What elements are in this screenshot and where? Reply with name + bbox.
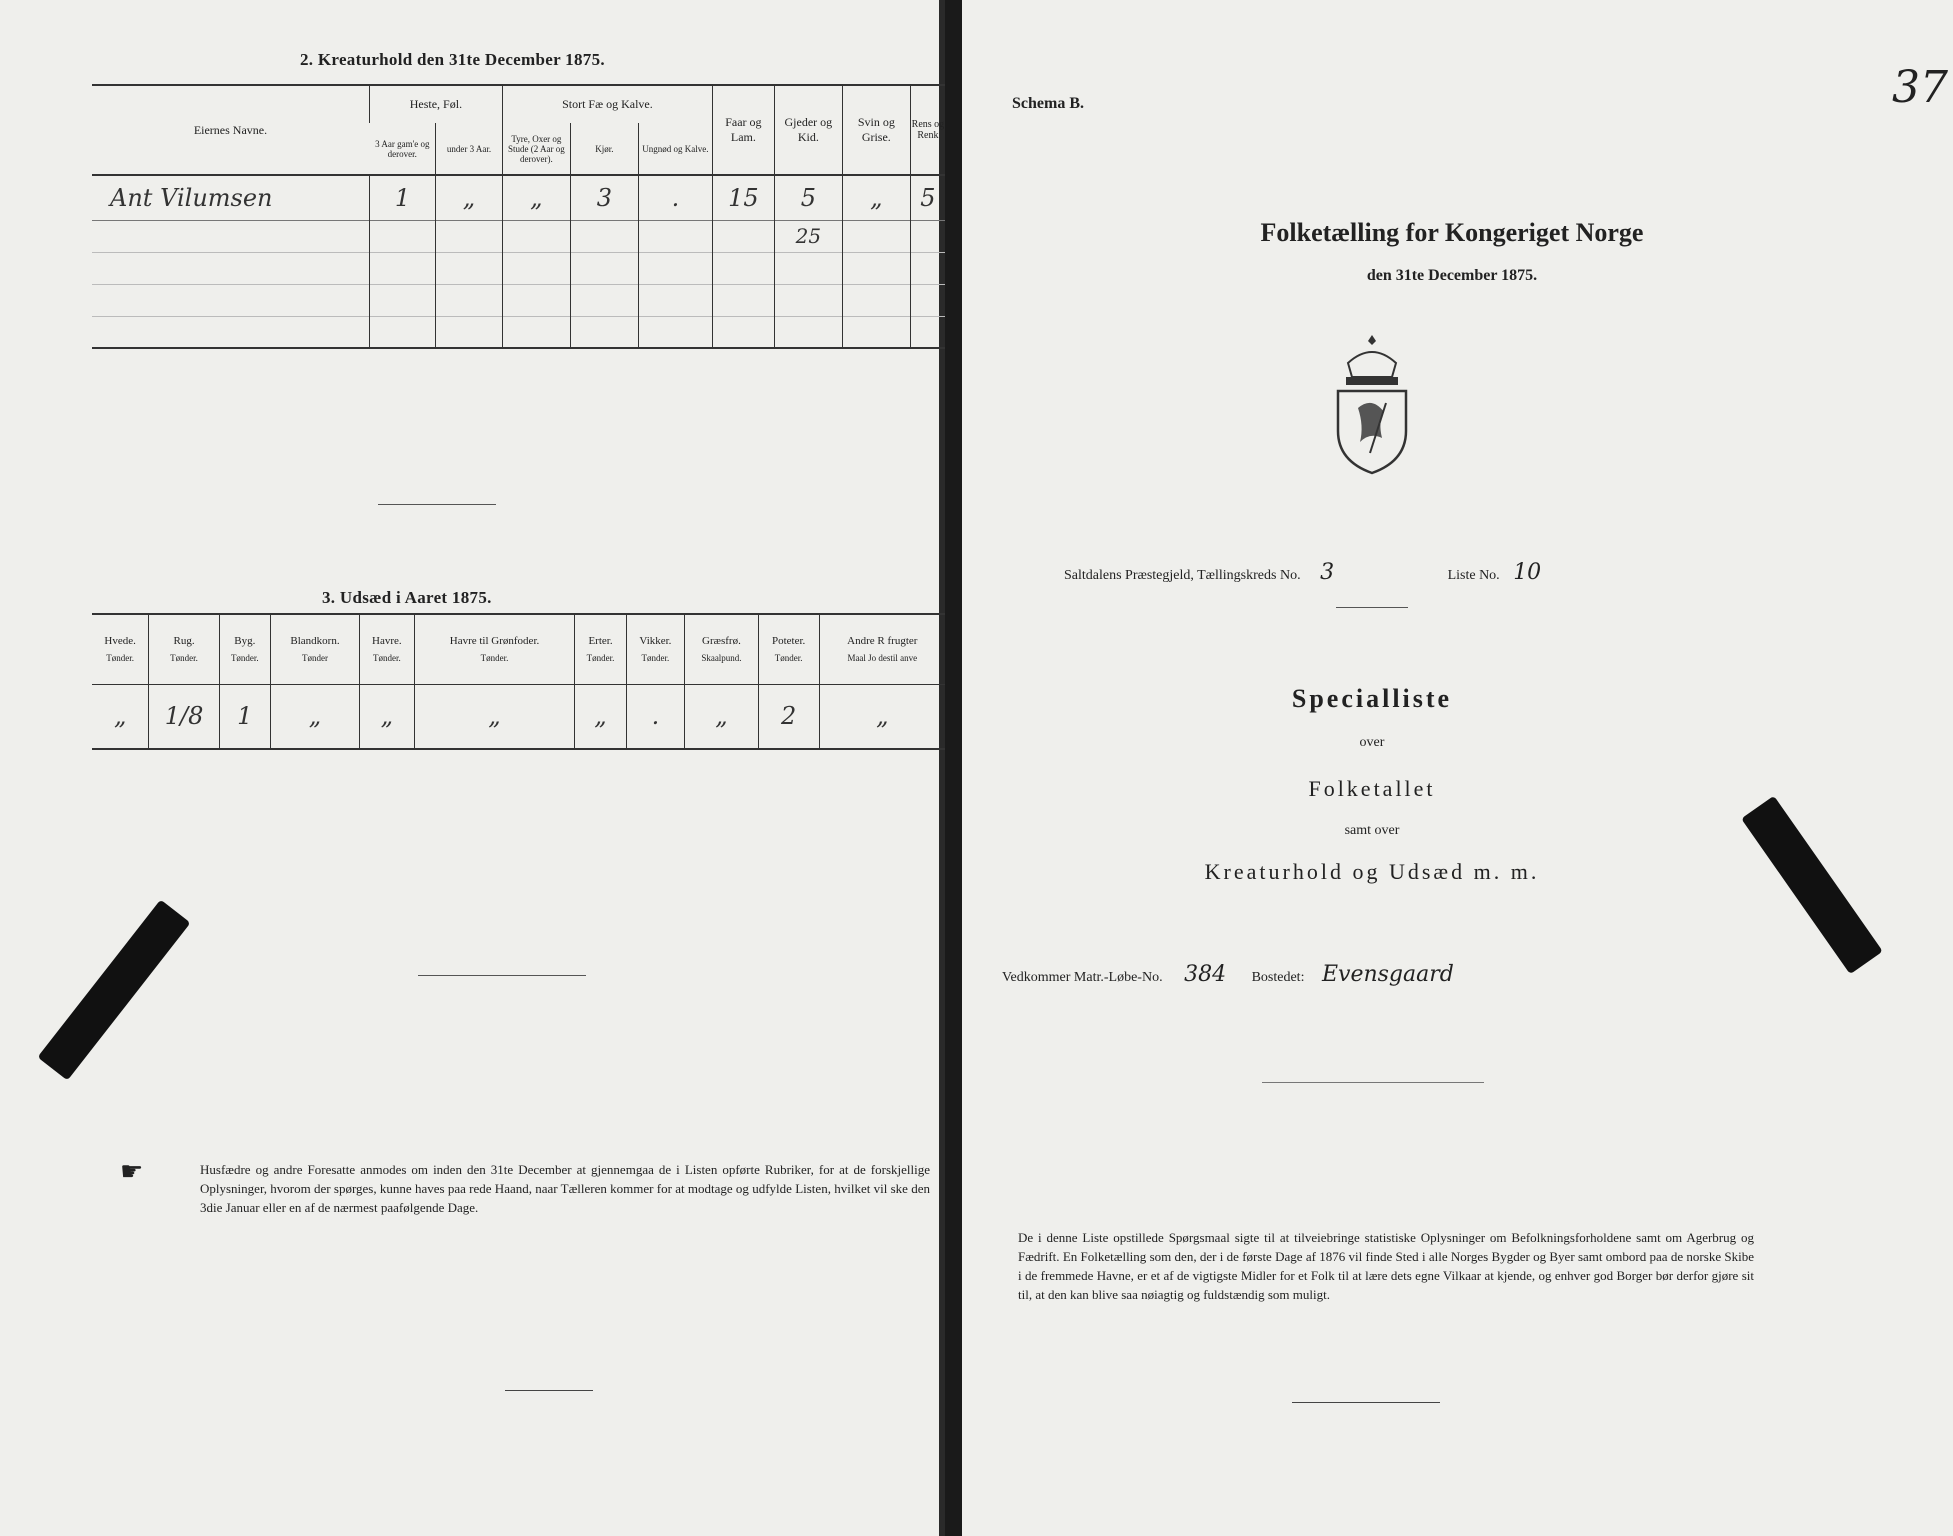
also-over-label: samt over [1344,823,1400,838]
seed-header [149,614,219,684]
seed-value-cell: „ [414,684,575,749]
seed-header-name: Hvede. [104,635,136,648]
owner-header: Eiernes Navne. [193,122,268,137]
horses-young-header: under 3 Aar. [436,123,503,175]
seed-header [758,614,819,684]
divider [418,975,586,976]
bosted-label: Bostedet: [1251,970,1305,985]
seed-header-name: Erter. [588,635,613,648]
right-page [962,0,1953,1536]
section-3-title: 3. Udsæd i Aaret 1875. [322,588,492,607]
cattle-cows-cell: 3 [570,175,638,220]
main-title: Folketælling for Kongeriget Norge [1260,218,1644,247]
cattle-young-cell: . [638,175,712,220]
list-label: Liste No. [1447,568,1500,583]
over-label: over [1359,735,1385,750]
divider [1292,1402,1440,1403]
goats-note: 25 [774,220,842,252]
seed-header-unit: Tønder. [170,653,198,664]
matr-number: 384 [1184,962,1227,987]
census-date: den 31te December 1875. [1366,267,1538,284]
book-gutter [945,0,962,1536]
seed-header [92,614,149,684]
seed-header [626,614,685,684]
divider [1262,1082,1484,1083]
seed-header [685,614,758,684]
district-number: 3 [1320,560,1335,585]
seed-value-cell: 2 [758,684,819,749]
special-list-title: Specialliste [1291,684,1453,713]
cattle-bulls-cell: „ [502,175,570,220]
seed-header-unit: Tønder [302,653,328,664]
seed-header-unit: Tønder. [106,653,135,664]
left-page [0,0,945,1536]
seed-value-cell: „ [819,684,945,749]
seed-header [270,614,359,684]
seed-header-name: Rug. [173,635,195,648]
parish-label: Saltdalens Præstegjeld, Tællingskreds No. [1064,568,1301,583]
divider [378,504,496,505]
seed-header-name: Havre. [372,635,402,648]
footer-text: De i denne Liste opstillede Spørgsmaal sigte til at tilveiebringe statistiske Oplysninger om Befolkningsforholdene samt om Agerbrug og Fædrift. En Folketælling som den, der i de første Dage af 1876 vil finde Sted i alle Norges Bygder og Byer samt ombord paa de norske Skibe i de fremmede Havne, er et af de vigtigste Midler for et Folk til at lære dets egne Vilkaar at kjende, og enhver god Borger bør derfor gjøre sit til, at den kan blive saa nøiagtig og fuldstændig som muligt. [1018,1230,1754,1302]
seed-header-unit: Skaalpund. [701,653,742,664]
seed-table [92,613,945,750]
seed-header-unit: Tønder. [372,653,401,664]
seed-header [575,614,626,684]
seed-header-name: Græsfrø. [702,635,741,648]
owner-cell: Ant Vilumsen [110,183,273,212]
page-clip [1741,796,1883,975]
parish-line [1064,560,1541,585]
livestock-seed-label: Kreaturhold og Udsæd m. m. [1204,859,1540,884]
seed-header-unit: Tønder. [586,653,615,664]
reindeer-header: Rens og Renk [910,85,945,175]
seed-header-unit: Tønder. [230,653,259,664]
seed-value-cell: „ [113,702,127,731]
cattle-cows-header: Kjør. [570,123,638,175]
seed-header-name: Blandkorn. [290,635,340,648]
seed-header [414,614,575,684]
reindeer-cell: 5 [910,175,945,220]
seed-header-unit: Maal Jo destil anve [847,653,918,664]
seed-header [819,614,945,684]
divider [1336,607,1408,608]
seed-value-cell: „ [270,684,359,749]
section-2-title: 2. Kreaturhold den 31te December 1875. [300,50,605,69]
goats-header: Gjeder og Kid. [774,85,842,175]
divider [505,1390,593,1391]
goats-cell: 5 [774,175,842,220]
seed-header-name: Havre til Grønfoder. [449,635,540,648]
page-number: 37 [1892,62,1948,113]
cattle-bulls-header: Tyre, Oxer og Stude (2 Aar og derover). [502,123,570,175]
seed-value-cell: „ [685,684,758,749]
seed-header-name: Poteter. [771,635,806,648]
seed-header [360,614,414,684]
horses-old-cell: 1 [369,175,435,220]
horses-young-cell: „ [436,175,503,220]
sheep-header: Faar og Lam. [712,85,774,175]
schema-label: Schema B. [1012,95,1084,112]
sheep-cell: 15 [712,175,774,220]
seed-header-name: Vikker. [639,635,672,648]
seed-header-unit: Tønder. [774,653,803,664]
pigs-cell: „ [842,175,910,220]
seed-header [219,614,270,684]
horses-old-header: 3 Aar gam'e og derover. [375,138,430,159]
cattle-young-header: Ungnød og Kalve. [638,123,712,175]
seed-header-name: Byg. [234,635,256,648]
property-line [1002,962,1454,987]
seed-value-cell: 1 [219,684,270,749]
norwegian-coat-of-arms-icon [1330,333,1414,478]
population-label: Folketallet [1308,776,1436,801]
seed-value-cell: . [626,684,685,749]
list-number: 10 [1513,560,1542,585]
bosted-value: Evensgaard [1321,962,1454,987]
notice-text: Husfædre og andre Foresatte anmodes om inden den 31te December at gjennemgaa de i Listen opførte Rubriker, for at de forskjellige Oplysninger, hvorom der spørges, kunne haves paa rede Haand, naar Tælleren kommer for at modtage og udfylde Listen, hvilket vil ske den 3die Januar eller en af de nærmest paafølgende Dage. [200,1162,930,1215]
seed-value-cell: „ [575,684,626,749]
seed-header-unit: Tønder. [480,653,509,664]
pigs-header: Svin og Grise. [842,85,910,175]
pointing-hand-icon: ☛ [120,1157,144,1186]
matr-label: Vedkommer Matr.-Løbe-No. [1002,970,1163,985]
seed-header-unit: Tønder. [641,653,670,664]
horses-header: Heste, Føl. [369,85,502,123]
seed-value-cell: 1/8 [149,684,219,749]
livestock-table [92,84,945,349]
cattle-header: Stort Fæ og Kalve. [502,85,712,123]
seed-value-cell: „ [360,684,414,749]
seed-header-name: Andre R frugter [847,635,918,648]
